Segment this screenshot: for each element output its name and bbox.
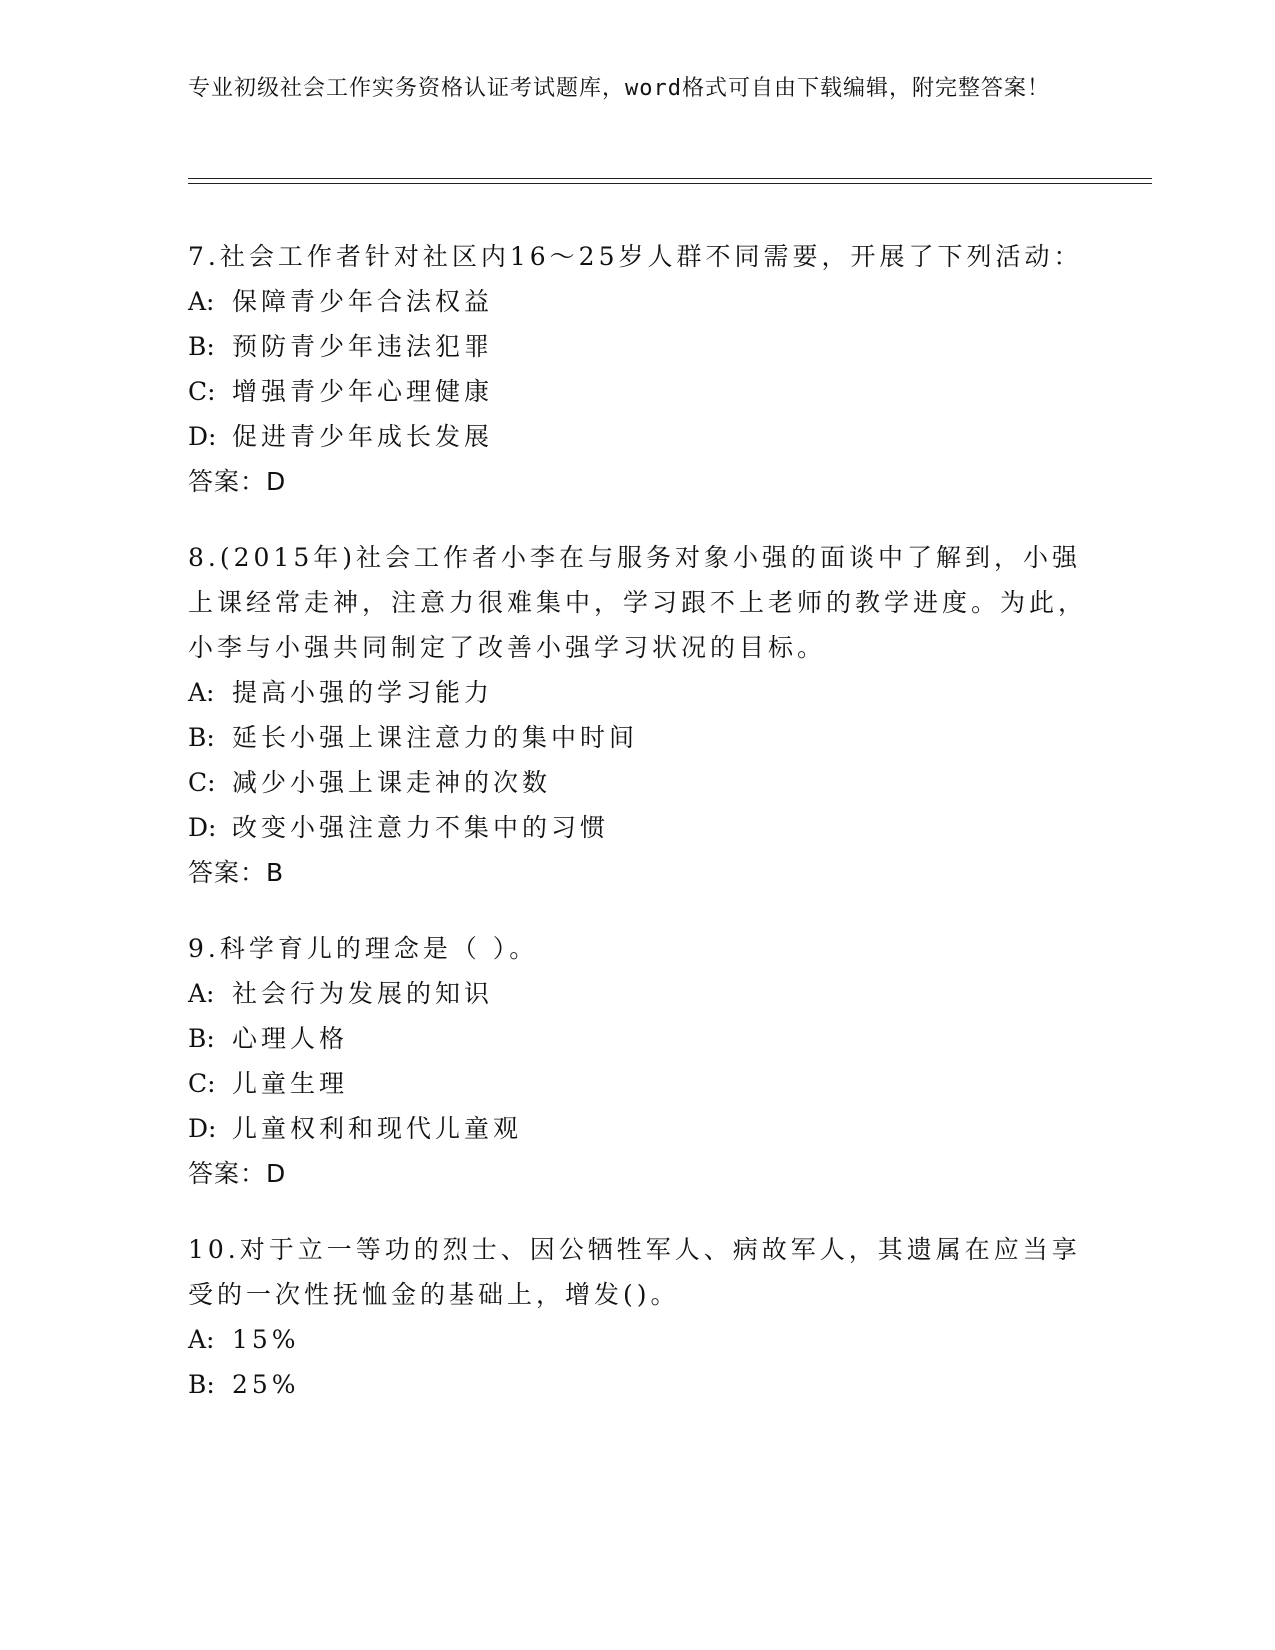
option-text: 增强青少年心理健康: [232, 377, 494, 406]
option-letter: C:: [188, 377, 216, 406]
question-stem: 10.对于立一等功的烈士、因公牺牲军人、病故军人，其遗属在应当享受的一次性抚恤金的基础上，增发()。: [188, 1235, 1081, 1309]
option-text: 社会行为发展的知识: [232, 979, 494, 1008]
answer-line: 答案：D: [188, 467, 287, 496]
option-letter: A:: [188, 287, 215, 316]
option-text: 25%: [232, 1370, 300, 1399]
page-header: 专业初级社会工作实务资格认证考试题库，word格式可自由下载编辑，附完整答案！: [188, 76, 1050, 101]
question-stem: 7.社会工作者针对社区内16～25岁人群不同需要，开展了下列活动：: [188, 242, 1083, 271]
question-7: [188, 234, 1088, 504]
option-b: [188, 715, 1088, 760]
option-d: [188, 805, 1088, 850]
option-text: 15%: [232, 1325, 300, 1354]
option-c: [188, 760, 1088, 805]
option-text: 心理人格: [232, 1024, 349, 1053]
option-letter: A:: [188, 979, 215, 1008]
option-a: [188, 670, 1088, 715]
option-c: [188, 369, 1088, 414]
option-text: 提高小强的学习能力: [232, 678, 494, 707]
option-letter: B:: [188, 723, 215, 752]
question-stem: 9.科学育儿的理念是（ ）。: [188, 934, 539, 963]
option-letter: B:: [188, 1370, 215, 1399]
answer-line: 答案：D: [188, 1159, 287, 1188]
option-letter: C:: [188, 1069, 216, 1098]
option-b: [188, 1016, 1088, 1061]
option-b: [188, 1362, 1088, 1407]
option-letter: D:: [188, 1114, 217, 1143]
option-letter: A:: [188, 1325, 215, 1354]
question-10: [188, 1227, 1088, 1407]
question-list: [188, 234, 1088, 1438]
option-text: 改变小强注意力不集中的习惯: [232, 813, 610, 842]
question-8: [188, 535, 1088, 895]
question-9: [188, 926, 1088, 1196]
option-text: 保障青少年合法权益: [232, 287, 494, 316]
option-c: [188, 1061, 1088, 1106]
option-letter: A:: [188, 678, 215, 707]
answer-line: 答案：B: [188, 858, 285, 887]
question-stem: 8.(2015年)社会工作者小李在与服务对象小强的面谈中了解到，小强上课经常走神，注意力很难集中，学习跟不上老师的教学进度。为此，小李与小强共同制定了改善小强学习状况的目标。: [188, 543, 1088, 662]
option-letter: D:: [188, 422, 217, 451]
option-text: 减少小强上课走神的次数: [232, 768, 552, 797]
header-rule-top: [188, 178, 1152, 179]
option-b: [188, 324, 1088, 369]
option-letter: D:: [188, 813, 217, 842]
option-a: [188, 971, 1088, 1016]
option-letter: C:: [188, 768, 216, 797]
option-letter: B:: [188, 1024, 215, 1053]
option-d: [188, 1106, 1088, 1151]
option-text: 促进青少年成长发展: [232, 422, 494, 451]
option-text: 儿童权利和现代儿童观: [232, 1114, 523, 1143]
header-rule-bottom: [188, 183, 1152, 184]
option-letter: B:: [188, 332, 215, 361]
option-a: [188, 279, 1088, 324]
option-text: 延长小强上课注意力的集中时间: [232, 723, 639, 752]
option-text: 预防青少年违法犯罪: [232, 332, 494, 361]
option-d: [188, 414, 1088, 459]
option-text: 儿童生理: [232, 1069, 349, 1098]
option-a: [188, 1317, 1088, 1362]
